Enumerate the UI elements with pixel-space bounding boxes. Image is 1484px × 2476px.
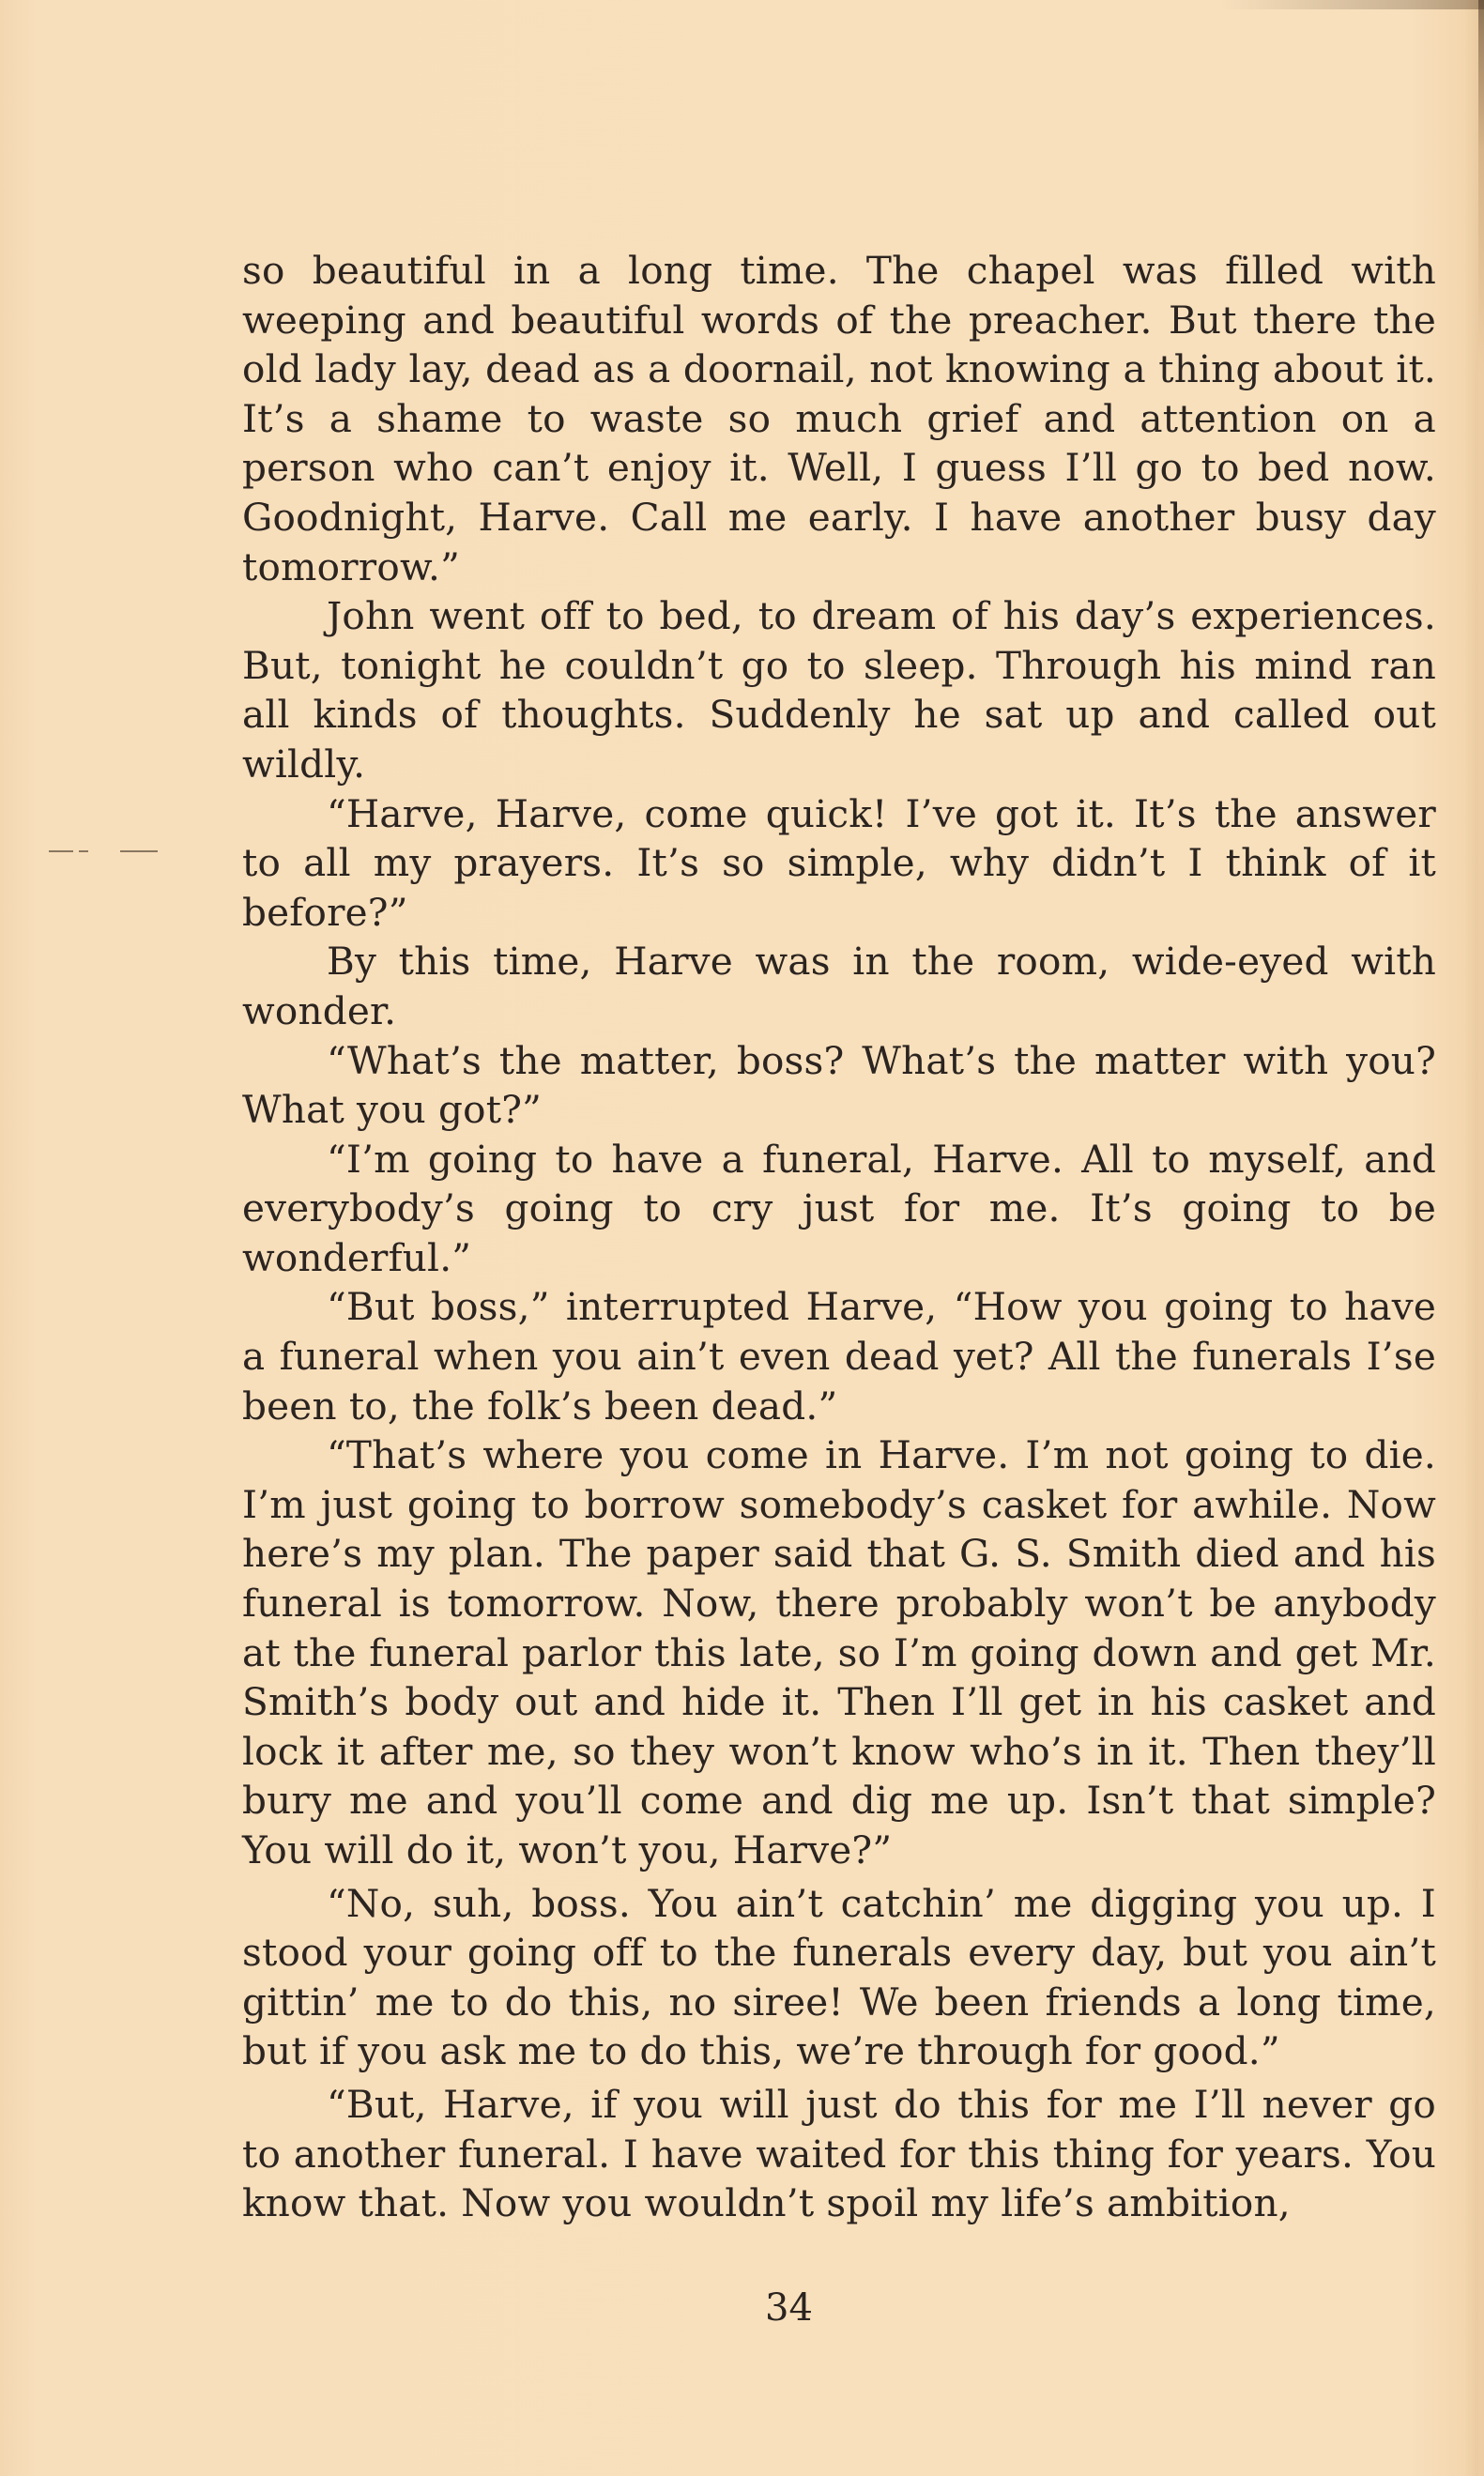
paragraph: “That’s where you come in Harve. I’m not going to die. I’m just going to borrow somebody’s casket for awhile. Now here’s my plan. The paper said that G. S. Smith died and his funeral is tomorrow. Now, there probably won’t be anybody at the funeral parlor this late, so I’m going down and get Mr. Smith’s body out and hide it. Then I’ll get in his casket and lock it after me, so they won’t know who’s in it. Then they’ll bury me and you’ll come and dig me up. Isn’t that simple? You will do it, won’t you, Harve?” bbox=[242, 1432, 1436, 1872]
paragraph: “But boss,” interrupted Harve, “How you going to have a funeral when you ain’t even dead yet? All the funerals I’se been to, the folk’s been dead.” bbox=[242, 1284, 1436, 1429]
paragraph: John went off to bed, to dream of his day’s experiences. But, tonight he couldn’t go to sleep. Through his mind ran all kinds of thoughts. Suddenly he sat up and called out wildly. bbox=[242, 593, 1436, 787]
paragraph: “Harve, Harve, come quick! I’ve got it. It’s the answer to all my prayers. It’s so simple, why didn’t I think of it before?” bbox=[242, 790, 1436, 935]
paragraph: “What’s the matter, boss? What’s the matter with you? What you got?” bbox=[242, 1037, 1436, 1133]
margin-mark bbox=[49, 850, 160, 854]
paragraph: “I’m going to have a funeral, Harve. All to myself, and everybody’s going to cry just for me. It’s going to be wonderful.” bbox=[242, 1136, 1436, 1280]
page-shadow-top bbox=[1220, 0, 1484, 9]
paragraph: “No, suh, boss. You ain’t catchin’ me digging you up. I stood your going off to the funerals every day, but you ain’t gittin’ me to do this, no siree! We been friends a long time, but if you ask me to do this, we’re through for good.” bbox=[242, 1880, 1436, 2074]
paragraph: By this time, Harve was in the room, wide-eyed with wonder. bbox=[242, 939, 1436, 1033]
page-shadow-right bbox=[1478, 0, 1484, 2476]
paragraph: so beautiful in a long time. The chapel was filled with weeping and beautiful words of the preacher. But there the old lady lay, dead as a doornail, not knowing a thing about it. It’s a shame to waste so much grief and attention on a person who can’t enjoy it. Well, I guess I’ll go to bed now. Goodnight, Harve. Call me early. I have another busy day tomorrow.” bbox=[242, 248, 1436, 589]
paragraph: “But, Harve, if you will just do this for me I’ll never go to another funeral. I have waited for this thing for years. You know that. Now you wouldn’t spoil my life’s ambition, bbox=[242, 2081, 1436, 2226]
body-text bbox=[242, 246, 1436, 2228]
page-number: 34 bbox=[765, 2286, 813, 2330]
